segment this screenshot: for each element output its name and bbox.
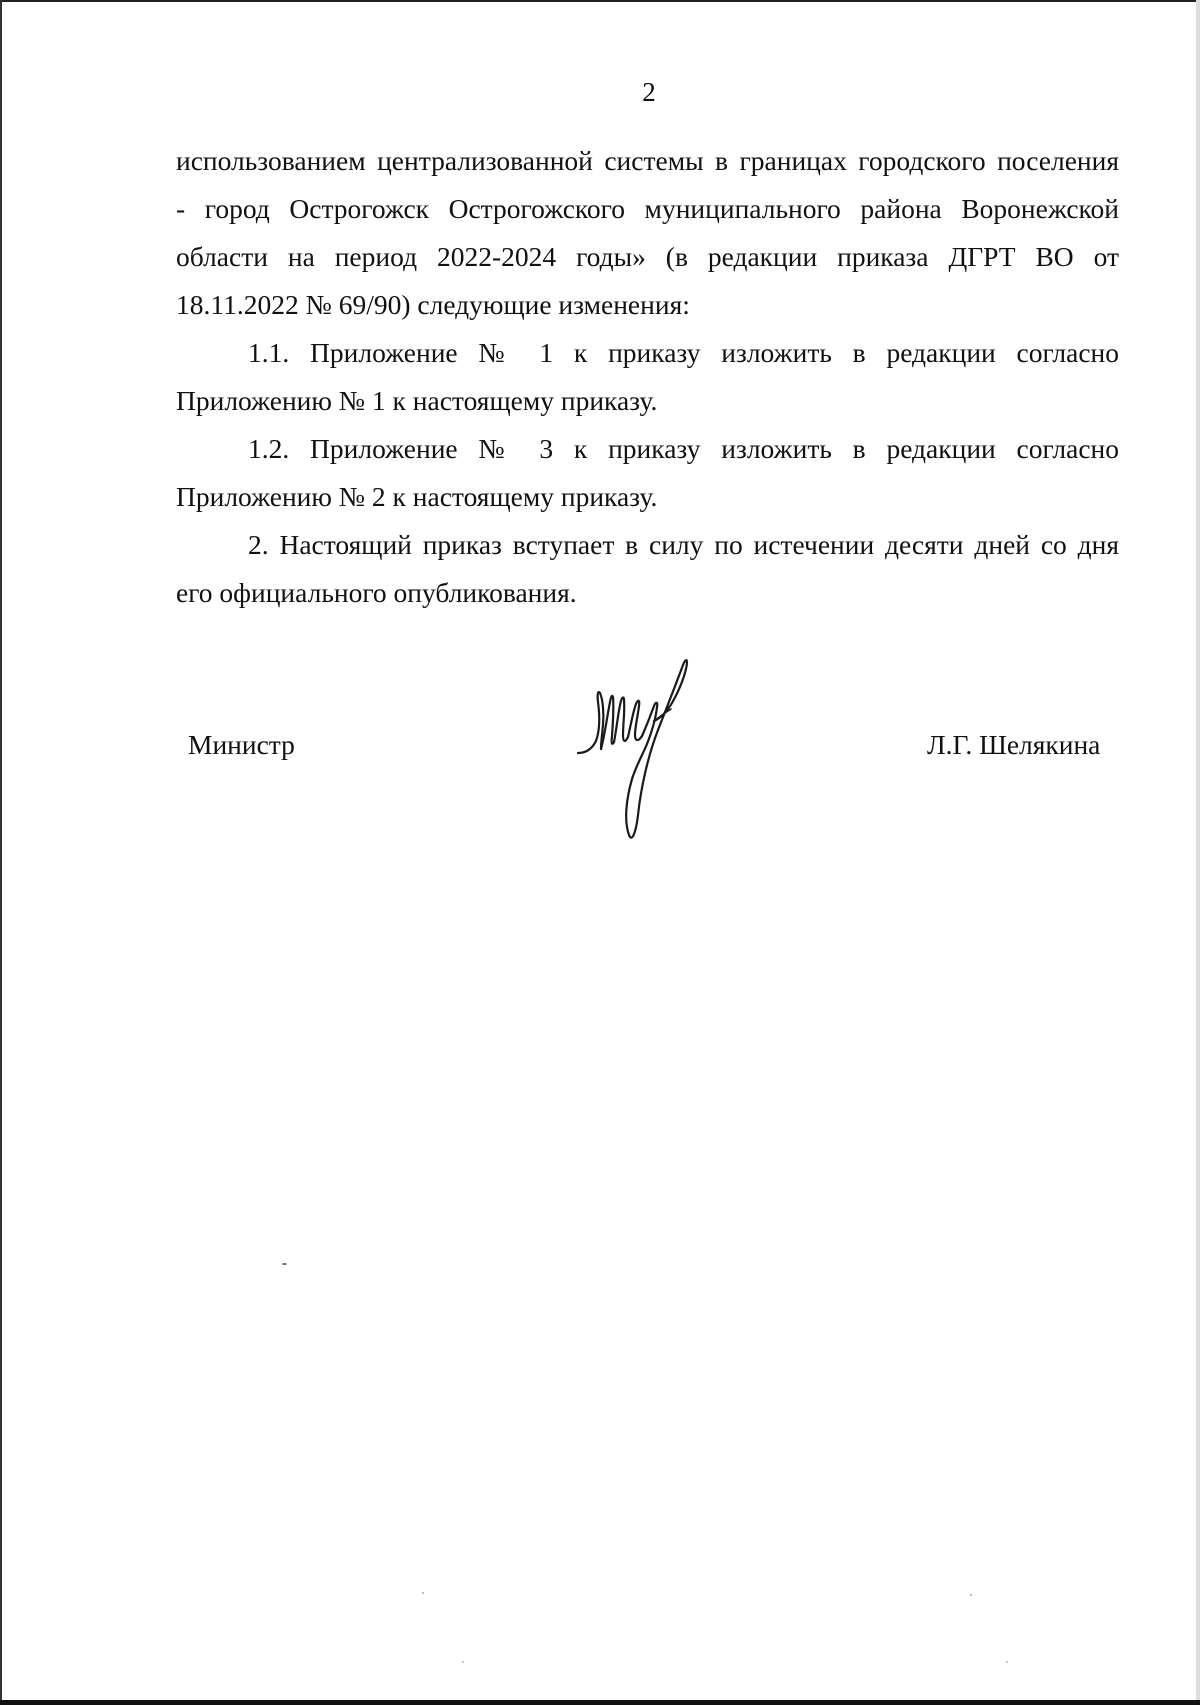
paragraph-line: Приложению № 1 к настоящему приказу. — [176, 385, 658, 416]
paragraph-line: его официального опубликования. — [176, 577, 577, 608]
handwritten-signature — [570, 655, 695, 840]
signatory-position: Министр — [188, 729, 295, 760]
paragraph-continuation — [176, 137, 1119, 329]
paragraph-line: 2. Настоящий приказ вступает в силу по истечении десяти дней со дня — [248, 529, 1119, 560]
scan-speck — [282, 1263, 287, 1265]
scan-edge-left — [0, 0, 2, 1705]
scan-edge-top — [0, 0, 1200, 2]
paragraph-line: использованием централизованной системы в границах городского поселения — [176, 145, 1119, 176]
page-number: 2 — [642, 77, 656, 107]
paragraph-line: 1.2. Приложение № 3 к приказу изложить в редакции согласно — [248, 433, 1119, 464]
paragraph-line: Приложению № 2 к настоящему приказу. — [176, 481, 658, 512]
paragraph-line: области на период 2022-2024 годы» (в редакции приказа ДГРТ ВО от — [176, 241, 1119, 272]
paragraph-line: 18.11.2022 № 69/90) следующие изменения: — [176, 289, 690, 320]
paragraph-line: - город Острогожск Острогожского муниципального района Воронежской — [176, 193, 1119, 224]
scan-speck — [422, 1592, 424, 1594]
paragraph-item-1-2 — [176, 425, 1119, 521]
scan-edge-right — [1196, 0, 1200, 1705]
scan-speck — [1006, 1661, 1008, 1663]
scan-speck — [970, 1594, 972, 1596]
paragraph-item-1-1 — [176, 329, 1119, 425]
signatory-name: Л.Г. Шелякина — [927, 729, 1101, 760]
paragraph-line: 1.1. Приложение № 1 к приказу изложить в редакции согласно — [248, 337, 1119, 368]
scan-edge-bottom — [0, 1700, 1200, 1705]
scan-speck — [462, 1661, 464, 1663]
paragraph-item-2 — [176, 521, 1119, 617]
